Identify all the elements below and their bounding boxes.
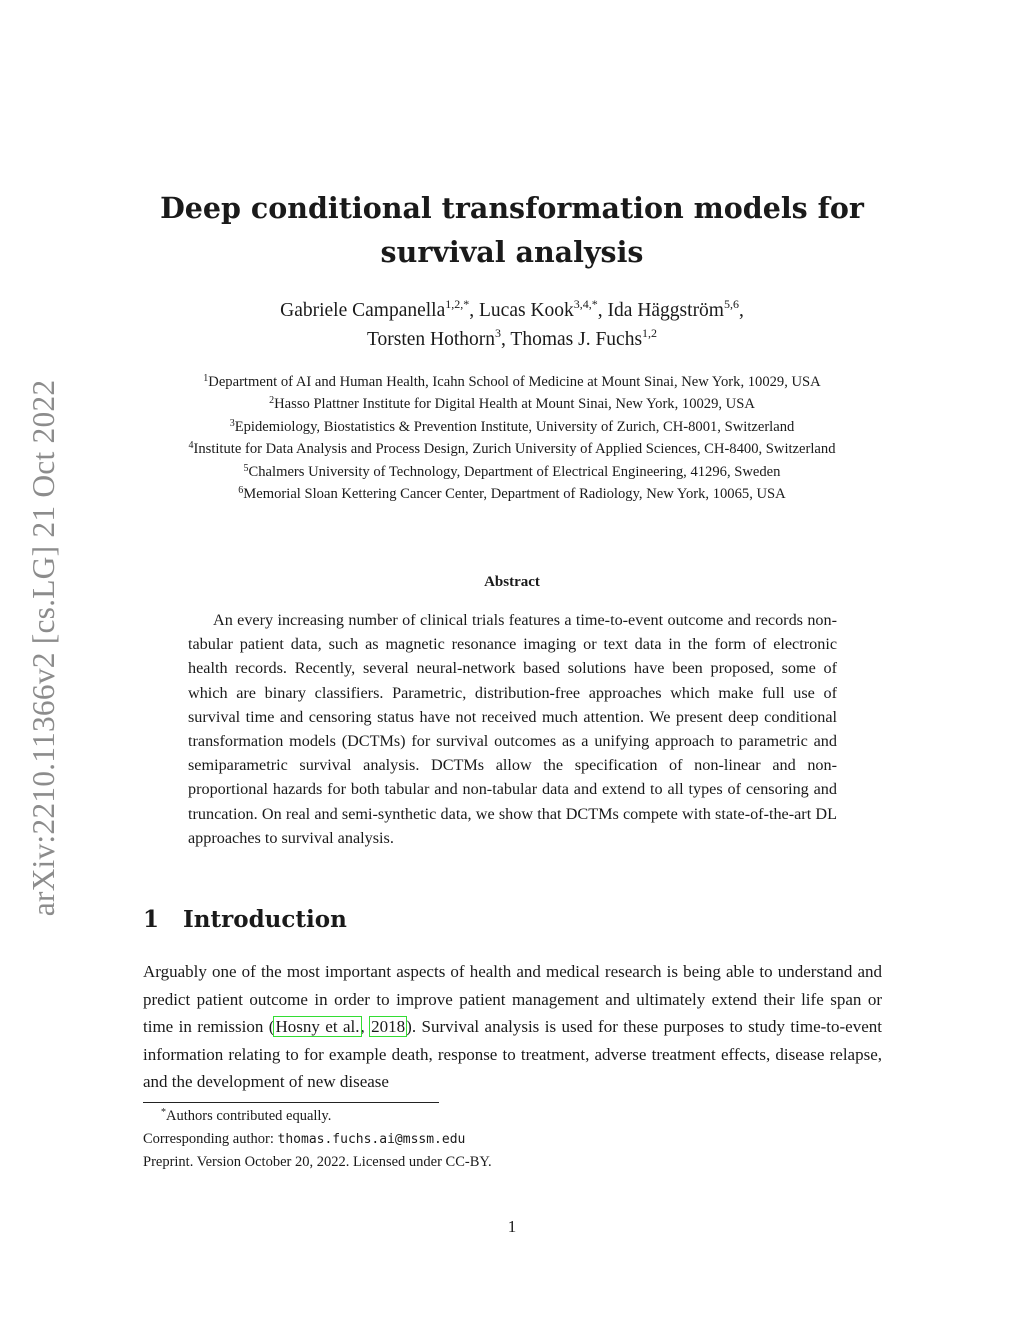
footnote-equal-contribution <box>143 1105 882 1128</box>
section-number: 1 <box>143 906 160 933</box>
citation-link-year[interactable]: 2018 <box>371 1017 406 1036</box>
author-line-1 <box>150 296 874 325</box>
affiliation-text: Epidemiology, Biostatistics & Prevention Institute, University of Zurich, CH-8001, Switzerland <box>234 418 795 435</box>
author-separator: , <box>501 329 511 350</box>
abstract-text: An every increasing number of clinical trials features a time-to-event outcome and records non-tabular patient data, such as magnetic resonance imaging or text data in the form of electronic health records. Recently, several neural-network based solutions have been proposed, some of which are binary classifiers. Parametric, distribution-free approaches which make full use of survival time and censoring status have not received much attention. We present deep conditional transformation models (DCTMs) for survival outcomes as a unifying approach to parametric and semiparametric survival analysis. DCTMs allow the specification of non-linear and non-proportional hazards for both tabular and non-tabular data and extend to all types of censoring and truncation. On real and semi-synthetic data, we show that DCTMs compete with state-of-the-art DL approaches to survival analysis. <box>188 611 837 847</box>
affiliation-text: Institute for Data Analysis and Process Design, Zurich University of Applied Sciences, CH-8400, Switzerland <box>193 441 836 458</box>
corresponding-label: Corresponding author: <box>143 1130 278 1147</box>
author-marks: 3,4,* <box>573 297 598 311</box>
footnote-text: Authors contributed equally. <box>166 1108 332 1124</box>
section-title: Introduction <box>183 906 347 933</box>
author-line-2 <box>150 325 874 354</box>
introduction-paragraph <box>143 958 882 1096</box>
affiliation-mark: 3 <box>229 417 235 429</box>
author-list <box>150 296 874 354</box>
author-marks: 5,6 <box>723 297 739 311</box>
affiliation <box>140 371 884 393</box>
affiliation-mark: 2 <box>269 395 275 407</box>
affiliation <box>140 461 884 483</box>
footnote-divider <box>143 1102 439 1103</box>
abstract-heading: Abstract <box>484 574 540 590</box>
author-marks: 1,2,* <box>445 297 470 311</box>
author-name: Lucas Kook <box>479 300 574 321</box>
author-name: Thomas J. Fuchs <box>510 329 643 350</box>
title-line-2: survival analysis <box>380 235 644 269</box>
affiliation-mark: 4 <box>188 440 194 452</box>
author-separator: , <box>738 300 744 321</box>
affiliation-text: Memorial Sloan Kettering Cancer Center, Department of Radiology, New York, 10065, USA <box>243 486 786 503</box>
affiliation-mark: 6 <box>238 485 244 497</box>
affiliation <box>140 393 884 415</box>
author-name: Ida Häggström <box>607 300 724 321</box>
author-marks: 1,2 <box>642 326 658 340</box>
title-line-1: Deep conditional transformation models for <box>160 191 864 225</box>
footnote-corresponding-author <box>143 1128 882 1152</box>
corresponding-email[interactable]: thomas.fuchs.ai@mssm.edu <box>277 1131 466 1147</box>
affiliation <box>140 416 884 438</box>
citation-link-authors[interactable]: Hosny et al. <box>275 1017 360 1036</box>
author-name: Gabriele Campanella <box>280 300 446 321</box>
page-number: 1 <box>507 1217 517 1236</box>
author-name: Torsten Hothorn <box>366 329 496 350</box>
paper-title <box>150 186 874 274</box>
intro-text-after-citation: ). Survival analysis is used for these purposes to study time-to-event information relating to for example death, response to treatment, adverse treatment effects, disease relapse, and the development of new disease <box>143 1017 882 1091</box>
citation-separator: , <box>360 1017 371 1036</box>
intro-text-before-citation: Arguably one of the most important aspects of health and medical research is being able to understand and predict patient outcome in order to improve patient management and ultimately extend their life span or time in remission ( <box>143 962 882 1036</box>
author-separator: , <box>597 300 608 321</box>
affiliation <box>140 483 884 505</box>
affiliation-text: Department of AI and Human Health, Icahn School of Medicine at Mount Sinai, New York, 10029, USA <box>208 374 821 390</box>
affiliation-text: Hasso Plattner Institute for Digital Health at Mount Sinai, New York, 10029, USA <box>274 396 755 413</box>
section-heading <box>143 906 347 933</box>
footnotes <box>143 1105 882 1174</box>
affiliation-mark: 1 <box>203 373 209 384</box>
author-separator: , <box>469 300 480 321</box>
affiliation-list <box>140 371 884 505</box>
footnote-mark: * <box>161 1107 166 1118</box>
affiliation <box>140 438 884 460</box>
arxiv-side-stamp: arXiv:2210.11366v2 [cs.LG] 21 Oct 2022 <box>26 379 61 917</box>
footnote-preprint: Preprint. Version October 20, 2022. Licensed under CC-BY. <box>143 1154 492 1170</box>
affiliation-text: Chalmers University of Technology, Department of Electrical Engineering, 41296, Sweden <box>248 463 781 480</box>
affiliation-mark: 5 <box>243 462 249 474</box>
author-marks: 3 <box>495 326 502 340</box>
